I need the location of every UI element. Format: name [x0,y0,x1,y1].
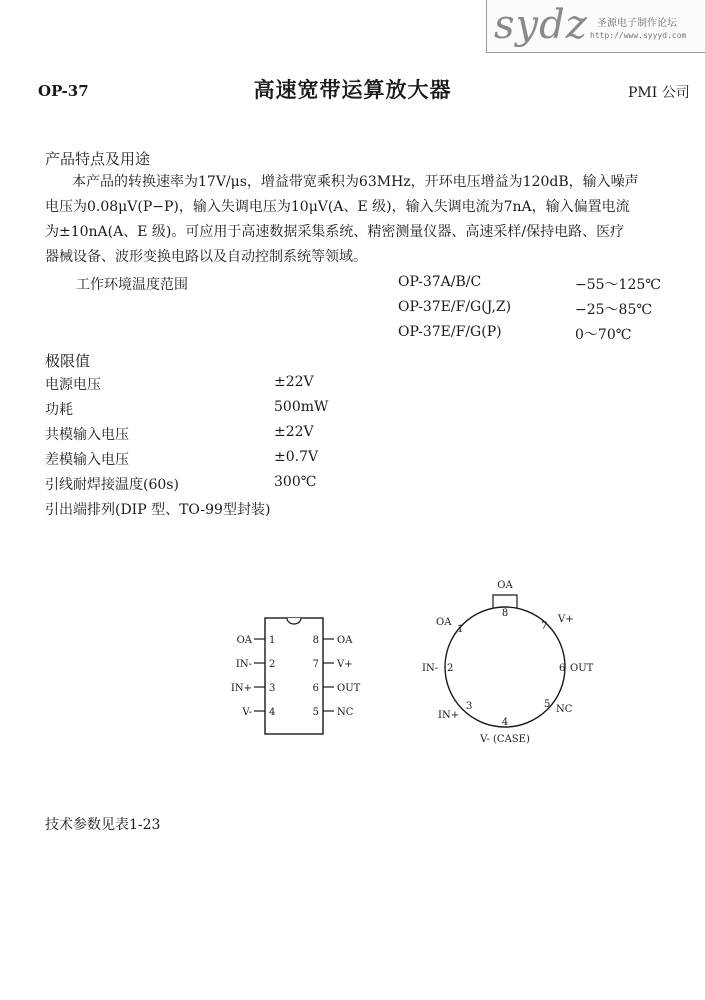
limit-name-3: 共模输入电压 [45,427,129,443]
to99-pin6-num: 6 [559,663,566,674]
features-heading: 产品特点及用途 [45,150,151,168]
to99-pin4-num: 4 [501,717,509,728]
limit-name-2: 功耗 [45,402,73,418]
dip-pin7-label: V+ [337,659,353,670]
features-line-3: 为±10nA(A、E 级)。可应用于高速数据采集系统、精密测量仪器、高速采样/保持电路、医疗 [45,224,625,240]
dip-pin5-label: NC [337,707,354,718]
limits-heading: 极限值 [45,352,91,370]
features-line-2: 电压为0.08μV(P−P)，输入失调电压为10μV(A、E 级)，输入失调电流为7nA，输入偏置电流 [45,199,630,215]
temp-model-1: OP-37A/B/C [398,274,482,290]
to99-pin1-label: OA [436,617,452,628]
dip-pin5-num: 5 [312,707,319,718]
to99-top-label: OA [497,580,513,591]
manufacturer: PMI 公司 [628,85,690,101]
pinout-heading: 引出端排列(DIP 型、TO-99型封装) [45,502,271,518]
dip-package [231,618,361,734]
dip-pin3-num: 3 [269,683,276,694]
to99-pin8-num: 8 [501,608,509,619]
dip-pin1-label: OA [236,635,252,646]
dip-pin6-label: OUT [337,683,361,694]
dip-pin4-num: 4 [269,707,276,718]
dip-pin3-label: IN+ [230,683,252,694]
temp-range-3: 0～70℃ [575,327,632,343]
limit-value-5: 300℃ [274,474,317,490]
dip-pin8-label: OA [337,635,353,646]
to99-pin2-num: 2 [447,663,454,674]
footer-note: 技术参数见表1-23 [45,817,161,833]
to99-pin7-label: V+ [558,614,574,625]
limit-name-4: 差模输入电压 [45,452,129,468]
dip-pin2-num: 2 [269,659,276,670]
to99-pin5-label: NC [556,704,573,715]
dip-pin6-num: 6 [312,683,319,694]
limit-value-1: ±22V [274,374,314,390]
temp-model-3: OP-37E/F/G(P) [398,324,502,340]
limit-value-2: 500mW [274,399,329,415]
to99-pin2-label: IN- [422,663,439,674]
dip-pin8-num: 8 [312,635,319,646]
limit-name-5: 引线耐焊接温度(60s) [45,477,179,493]
temp-range-2: −25～85℃ [575,302,653,318]
to99-pin6-label: OUT [570,663,594,674]
temp-model-2: OP-37E/F/G(J,Z) [398,299,512,315]
features-line-1: 本产品的转换速率为17V/μs，增益带宽乘积为63MHz，开环电压增益为120dB，输入噪声 [72,174,639,190]
to99-pin3-num: 3 [466,701,473,712]
limit-name-1: 电源电压 [45,377,101,393]
page-title: 高速宽带运算放大器 [253,77,452,102]
to99-pin3-label: IN+ [438,710,460,721]
dip-pin4-label: V- [242,707,252,718]
limit-value-3: ±22V [274,424,314,440]
to99-pin1-num: 1 [457,624,464,635]
features-line-4: 器械设备、波形变换电路以及自动控制系统等领域。 [45,249,367,265]
watermark-logo: sydz [494,2,588,48]
temp-range-1: −55～125℃ [575,277,661,293]
dip-notch [287,618,301,624]
watermark-name: 圣源电子制作论坛 [597,18,677,29]
to99-case-label: V- (CASE) [480,734,530,745]
to99-pin7-num: 7 [541,621,548,632]
temp-range-label: 工作环境温度范围 [76,277,188,293]
to99-pin5-num: 5 [544,699,551,710]
part-number: OP-37 [38,82,89,100]
limit-value-4: ±0.7V [274,449,319,465]
to99-tab [493,595,517,608]
to99-package [422,580,594,745]
dip-pin7-num: 7 [312,659,319,670]
watermark-url: http://www.syyyd.com [590,31,687,40]
dip-pin2-label: IN- [235,659,252,670]
dip-pin1-num: 1 [269,635,276,646]
pinout-diagrams [0,560,705,760]
